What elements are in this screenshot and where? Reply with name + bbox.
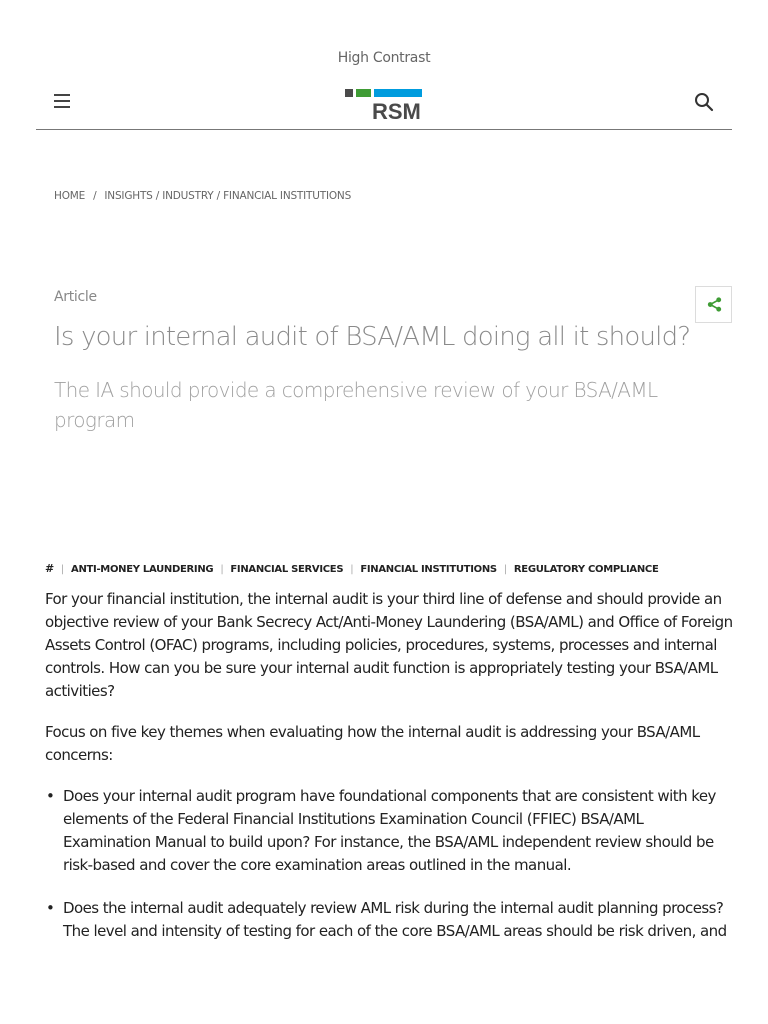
high-contrast-toggle[interactable]: High Contrast [337,50,431,66]
tag-financial-institutions[interactable]: FINANCIAL INSTITUTIONS [360,564,497,575]
tag-regulatory-compliance[interactable]: REGULATORY COMPLIANCE [513,564,659,575]
list-item: • Does the internal audit adequately review AML risk during the internal audit planning process? The level and intensity of testing for each of the core BSA/AML areas should be risk driven, and [45,897,735,943]
breadcrumb-financial-institutions[interactable]: INSIGHTS / INDUSTRY / FINANCIAL INSTITUTIONS [104,190,352,202]
tag-financial-services[interactable]: FINANCIAL SERVICES [230,564,344,575]
logo-bar-gray [345,89,353,97]
breadcrumb [54,190,351,202]
share-icon [707,297,722,312]
breadcrumb-home[interactable]: HOME [54,190,86,202]
topic-tags: # | ANTI-MONEY LAUNDERING | FINANCIAL SERVICES | FINANCIAL INSTITUTIONS | REGULATORY COMPLIANCE [45,562,659,575]
list-item: • Does your internal audit program have foundational components that are consistent with key elements of the Federal Financial Institutions Examination Council (FFIEC) BSA/AML Examination Manual to build upon? For instance, the BSA/AML independent review should be risk-based and cover the core examination areas outlined in the manual. [45,785,735,877]
logo-bar-blue [374,89,422,97]
body-paragraph: Focus on five key themes when evaluating how the internal audit is addressing your BSA/AML concerns: [45,723,700,764]
rsm-logo[interactable] [345,89,425,127]
site-header [36,84,732,130]
search-icon[interactable] [694,92,714,112]
article-body [45,588,735,963]
hashtag-icon: # [45,562,54,575]
article-title: Is your internal audit of BSA/AML doing all it should? [54,322,691,352]
body-paragraph: For your financial institution, the internal audit is your third line of defense and should provide an objective review of your Bank Secrecy Act/Anti-Money Laundering (BSA/AML) and Office of Foreign Assets Control (OFAC) programs, including policies, procedures, systems, processes and internal controls. How can you be sure your internal audit function is appropriately testing your BSA/AML activities? [45,590,733,700]
share-button[interactable] [695,286,732,323]
logo-wordmark: RSM [372,99,421,124]
breadcrumb-separator: / [93,190,97,202]
tag-anti-money-laundering[interactable]: ANTI-MONEY LAUNDERING [71,564,214,575]
theme-list [45,785,735,943]
article-type-label: Article [54,289,97,305]
hamburger-menu-icon[interactable] [54,94,70,108]
article-subtitle: The IA should provide a comprehensive review of your BSA/AML program [54,378,658,432]
logo-bar-green [356,89,371,97]
